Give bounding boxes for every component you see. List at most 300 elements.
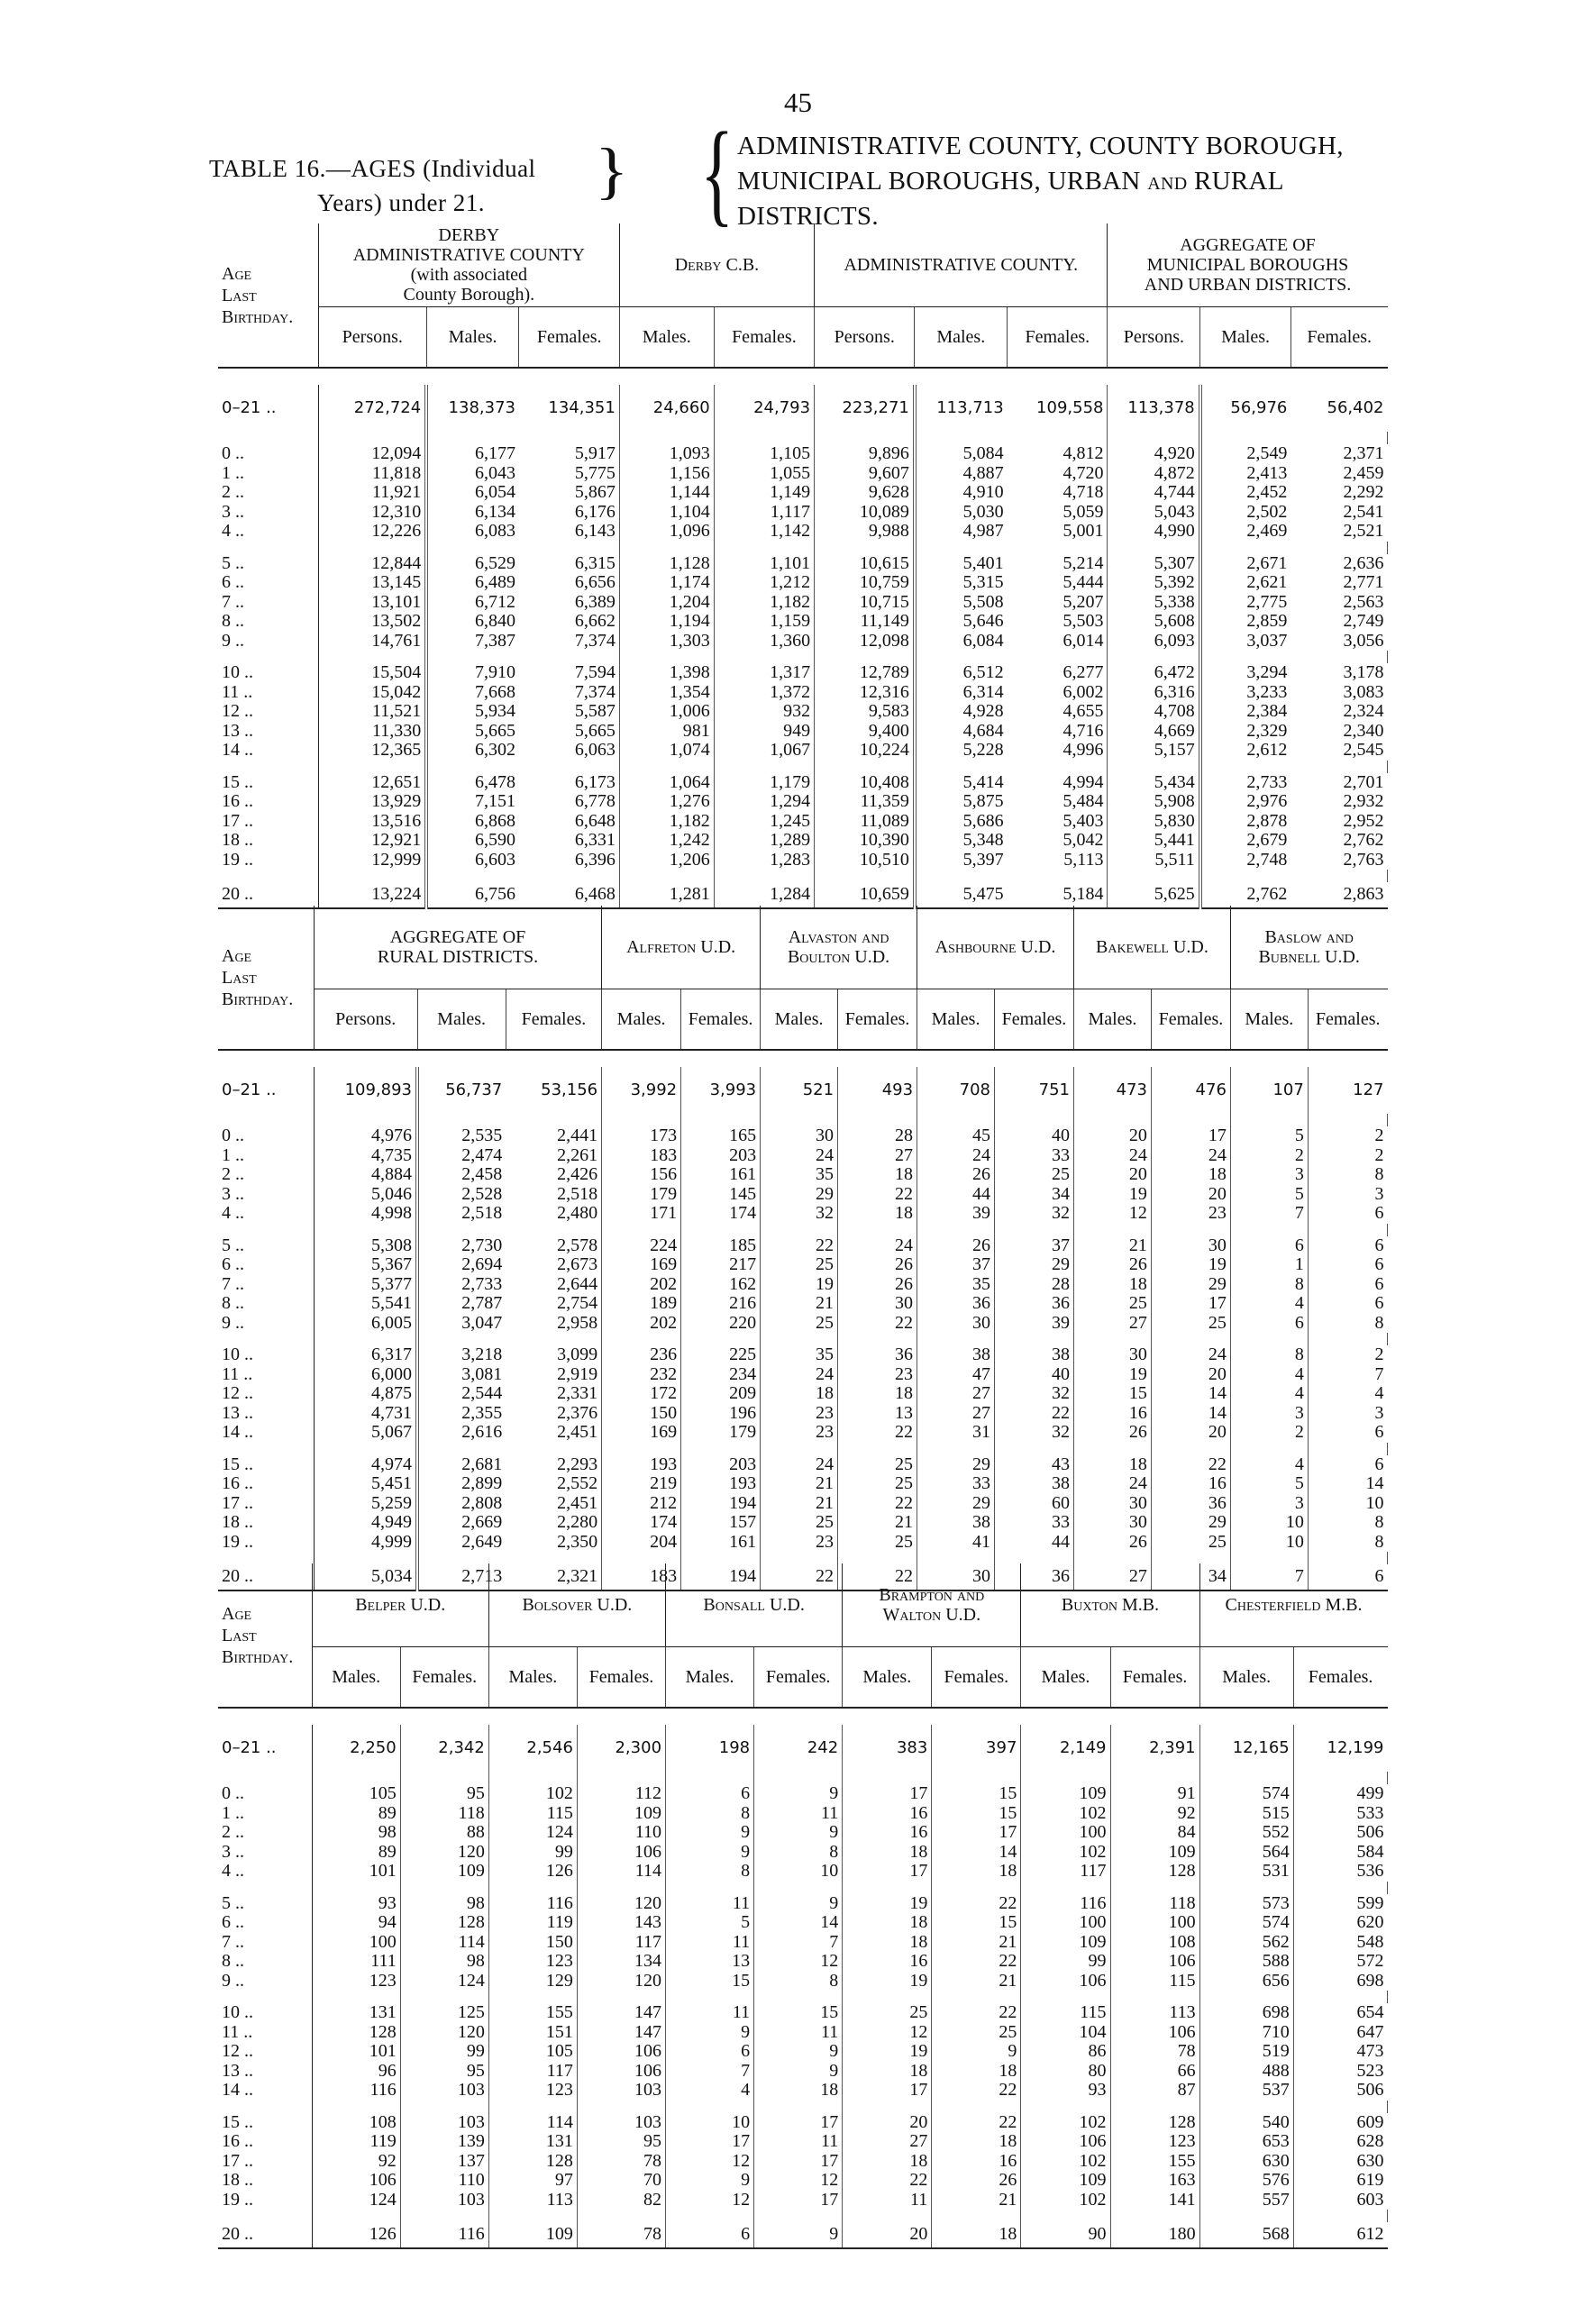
- table-cell: 102: [1021, 2113, 1110, 2133]
- spacer: [815, 651, 915, 663]
- spacer: [218, 1333, 314, 1345]
- table-row: [218, 1255, 1388, 1275]
- title-right-line-2: [737, 164, 1344, 199]
- table-cell: 36: [1151, 1494, 1230, 1514]
- spacer: [400, 2210, 488, 2222]
- spacer: [1073, 1114, 1151, 1126]
- table-cell: 6: [1230, 1314, 1308, 1334]
- table-cell: 86: [1021, 2042, 1110, 2062]
- spacer: [1073, 1333, 1151, 1345]
- table-cell: 603: [1356, 2189, 1384, 2210]
- rule: [218, 368, 318, 385]
- age-label: 19 ..: [218, 1533, 314, 1553]
- table-cell: 9: [932, 2042, 1021, 2062]
- spacer: [1230, 1224, 1308, 1236]
- age-label: 3 ..: [218, 1843, 312, 1863]
- spacer: [932, 2210, 1021, 2222]
- table-cell: 6,778: [519, 792, 619, 812]
- table-cell: 17: [754, 2191, 843, 2210]
- table-cell: 2,701: [1343, 771, 1384, 792]
- table-row: [218, 2152, 1388, 2172]
- table-cell: 6,277: [1008, 663, 1108, 683]
- spacer: [218, 1224, 314, 1236]
- table-row: [218, 1423, 1388, 1443]
- table-cell: 2,331: [506, 1384, 601, 1404]
- table-cell: 45: [917, 1126, 995, 1146]
- age-label: 4 ..: [218, 522, 318, 542]
- table-cell: 576: [1199, 2171, 1293, 2191]
- table-cell: 12,165: [1199, 1725, 1293, 1772]
- column-header-males: Males.: [417, 989, 506, 1051]
- table-cell: 6,176: [519, 503, 619, 523]
- table-cell: 18: [761, 1384, 838, 1404]
- column-header-males: Males.: [1230, 989, 1308, 1051]
- spacer: [417, 1224, 506, 1236]
- table-cell: 6,868: [474, 810, 515, 831]
- table-cell: 6,512: [962, 662, 1004, 682]
- age-label: 13 ..: [218, 1404, 314, 1424]
- table-cell: 13: [666, 1952, 754, 1972]
- spacer: [1021, 1772, 1110, 1784]
- table-cell: 13,929: [318, 792, 426, 812]
- table-cell: 6,002: [1008, 683, 1108, 703]
- group-header: Bonsall U.D.: [666, 1563, 843, 1647]
- table-cell: 2,391: [1110, 1725, 1199, 1772]
- table-cell: 6: [1308, 1564, 1387, 1591]
- table-cell: 131: [312, 2003, 400, 2023]
- table-cell: 18: [932, 2062, 1021, 2082]
- table-cell: 5,308: [314, 1236, 417, 1256]
- table-cell: 204: [602, 1533, 681, 1553]
- table-cell: 1,283: [714, 851, 814, 870]
- table-cell: 128: [1110, 1862, 1199, 1882]
- table-cell: 18: [843, 1843, 932, 1863]
- table-cell: 708: [917, 1067, 995, 1114]
- table-cell: 4,669: [1108, 722, 1200, 742]
- table-cell: 172: [602, 1384, 681, 1404]
- table-cell: 14: [754, 1913, 843, 1933]
- table-cell: 1,179: [714, 773, 814, 793]
- age-label: 4 ..: [218, 1204, 314, 1224]
- table-cell: 6,317: [314, 1345, 417, 1365]
- table-title-left: [209, 151, 536, 220]
- table-cell: 24: [761, 1146, 838, 1166]
- spacer: [843, 1991, 932, 2003]
- spacer: [815, 542, 915, 554]
- title-line-2: Years) under 21.: [317, 189, 485, 216]
- table-cell: 189: [602, 1294, 681, 1314]
- table-cell: 138,373: [448, 398, 515, 418]
- table-cell: 2,459: [1343, 462, 1384, 483]
- table-cell: 6,712: [474, 591, 515, 612]
- spacer: [218, 542, 318, 554]
- group-header: Alvaston and Boulton U.D.: [761, 906, 917, 989]
- table-cell: 120: [577, 1972, 665, 1992]
- table-cell: 100: [1021, 1823, 1110, 1843]
- table-cell: 2: [1230, 1423, 1308, 1443]
- spacer: [1199, 1991, 1293, 2003]
- table-cell: 2,329: [1246, 720, 1288, 741]
- column-header-males: Males.: [915, 307, 1008, 369]
- table-cell: 193: [681, 1474, 761, 1494]
- table-cell: 26: [1073, 1255, 1151, 1275]
- age-label: 7 ..: [218, 1275, 314, 1295]
- spacer: [994, 1552, 1073, 1564]
- table-cell: 9,896: [815, 444, 915, 464]
- table-cell: 10,510: [815, 851, 915, 870]
- column-header-females: Females.: [577, 1647, 665, 1709]
- table-cell: 2,451: [506, 1423, 601, 1443]
- table-cell: 78: [577, 2222, 665, 2248]
- table-cell: 2,502: [1246, 501, 1288, 522]
- age-label: 18 ..: [218, 831, 318, 851]
- spacer: [426, 761, 519, 773]
- table-cell: 100: [312, 1933, 400, 1953]
- table-cell: 106: [312, 2171, 400, 2191]
- table-row: [218, 1843, 1388, 1863]
- table-cell: 5: [1230, 1185, 1308, 1205]
- title-right-line-2a: MUNICIPAL BOROUGHS, URBAN: [737, 167, 1148, 196]
- table-cell: 4,708: [1108, 702, 1200, 722]
- table-cell: 5,484: [1008, 792, 1108, 812]
- table-cell: 25: [1151, 1314, 1230, 1334]
- table-cell: 2,521: [1343, 521, 1384, 541]
- spacer: [602, 1114, 681, 1126]
- spacer: [218, 761, 318, 773]
- table-cell: 18: [754, 2081, 843, 2101]
- spacer: [1230, 1333, 1308, 1345]
- table-cell: 4,716: [1008, 722, 1108, 742]
- spacer: [815, 761, 915, 773]
- page-number: 45: [784, 87, 812, 118]
- table-cell: 536: [1356, 1861, 1384, 1881]
- table-row: [218, 1972, 1388, 1992]
- table-cell: 23: [761, 1404, 838, 1424]
- group-header: Bolsover U.D.: [488, 1563, 665, 1647]
- table-cell: 2,541: [1343, 501, 1384, 522]
- table-cell: 5,228: [962, 740, 1004, 760]
- table-cell: 30: [1073, 1494, 1151, 1514]
- table-cell: 10,759: [815, 573, 915, 593]
- table-row: [218, 683, 1388, 703]
- table-cell: 34: [994, 1185, 1073, 1205]
- spacer: [1290, 651, 1387, 663]
- spacer: [681, 1552, 761, 1564]
- table-row: [218, 1804, 1388, 1824]
- age-label: 20 ..: [218, 1564, 314, 1591]
- table-cell: 2,544: [461, 1383, 503, 1403]
- column-header-males: Males.: [619, 307, 714, 369]
- table-cell: 2,952: [1343, 810, 1384, 831]
- table-cell: 5,444: [1008, 573, 1108, 593]
- table-cell: 102: [1021, 2191, 1110, 2210]
- spacer: [577, 1772, 665, 1784]
- table-cell: 5,259: [314, 1494, 417, 1514]
- group-header: ADMINISTRATIVE COUNTY.: [815, 223, 1108, 307]
- table-cell: 3,992: [602, 1067, 681, 1114]
- spacer: [754, 1882, 843, 1894]
- table-row: [218, 2132, 1388, 2152]
- table-cell: 145: [681, 1185, 761, 1205]
- table-cell: 552: [1199, 1823, 1293, 1843]
- spacer: [1293, 1991, 1387, 2003]
- table-cell: 35: [917, 1275, 995, 1295]
- spacer: [681, 1224, 761, 1236]
- age-label: 13 ..: [218, 722, 318, 742]
- table-cell: 22: [761, 1236, 838, 1256]
- title-right-line-2b: RURAL: [1187, 167, 1284, 196]
- table-cell: 25: [932, 2023, 1021, 2043]
- table-cell: 106: [577, 1843, 665, 1863]
- table-cell: 7: [754, 1933, 843, 1953]
- age-label: 7 ..: [218, 1933, 312, 1953]
- table-cell: 16: [1073, 1404, 1151, 1424]
- table-row: [218, 1126, 1388, 1146]
- table-cell: 141: [1110, 2191, 1199, 2210]
- table-cell: 123: [1110, 2132, 1199, 2152]
- column-header-females: Females.: [506, 989, 601, 1051]
- table-cell: 18: [932, 2132, 1021, 2152]
- column-header-males: Males.: [761, 989, 838, 1051]
- table-cell: 6,315: [519, 554, 619, 574]
- table-cell: 4,872: [1108, 464, 1200, 484]
- table-cell: 30: [917, 1314, 995, 1334]
- table-cell: 11,521: [318, 702, 426, 722]
- table-cell: 96: [312, 2062, 400, 2082]
- table-cell: 99: [400, 2042, 488, 2062]
- age-label: 14 ..: [218, 1423, 314, 1443]
- table-cell: 6,314: [962, 681, 1004, 702]
- table-cell: 20: [843, 2113, 932, 2133]
- spacer: [506, 1224, 601, 1236]
- table-cell: 94: [312, 1913, 400, 1933]
- age-label: 17 ..: [218, 1494, 314, 1514]
- table-cell: 12,199: [1327, 1738, 1384, 1758]
- table-cell: 116: [488, 1894, 577, 1914]
- spacer: [843, 2210, 932, 2222]
- spacer: [838, 1552, 917, 1564]
- table-cell: 656: [1199, 1972, 1293, 1992]
- table-cell: 12,921: [318, 831, 426, 851]
- table-cell: 2,552: [506, 1474, 601, 1494]
- table-cell: 18: [1073, 1455, 1151, 1475]
- table-cell: 4,928: [962, 701, 1004, 721]
- table-cell: 5,348: [962, 830, 1004, 850]
- table-cell: 1,067: [714, 741, 814, 761]
- age-label: 0–21 ..: [218, 1067, 314, 1114]
- spacer: [602, 1224, 681, 1236]
- table-cell: 5,157: [1108, 741, 1200, 761]
- spacer: [488, 1772, 577, 1784]
- table-cell: 5,625: [1108, 882, 1200, 908]
- table-cell: 183: [602, 1564, 681, 1591]
- spacer: [1073, 1224, 1151, 1236]
- table-cell: 4,994: [1008, 773, 1108, 793]
- age-label: 19 ..: [218, 2191, 312, 2210]
- table-cell: 2,371: [1343, 443, 1384, 463]
- spacer: [932, 1882, 1021, 1894]
- table-cell: 35: [761, 1165, 838, 1185]
- table-cell: 27: [838, 1146, 917, 1166]
- table-cell: 4,718: [1008, 483, 1108, 503]
- table-cell: 29: [1151, 1513, 1230, 1533]
- column-header-males: Males.: [1021, 1647, 1110, 1709]
- table-cell: 12: [754, 1952, 843, 1972]
- table-cell: 272,724: [318, 385, 426, 432]
- rule: [1008, 368, 1108, 385]
- table-cell: 7,374: [519, 632, 619, 652]
- table-cell: 128: [488, 2152, 577, 2172]
- table-cell: 17: [754, 2113, 843, 2133]
- table-cell: 13,101: [318, 593, 426, 613]
- table-cell: 19: [843, 1972, 932, 1992]
- spacer: [666, 1991, 754, 2003]
- spacer: [761, 1333, 838, 1345]
- table-cell: 11: [754, 2132, 843, 2152]
- age-label: 11 ..: [218, 1365, 314, 1385]
- table-cell: 6: [666, 1784, 754, 1804]
- rule: [1073, 1050, 1151, 1067]
- table-cell: 4,987: [962, 521, 1004, 541]
- table-cell: 98: [312, 1823, 400, 1843]
- table-cell: 56,976: [1230, 398, 1288, 418]
- table-row: [218, 882, 1388, 908]
- table-cell: 19: [1073, 1365, 1151, 1385]
- table-cell: 6,093: [1108, 632, 1200, 652]
- table-cell: 2,292: [1343, 482, 1384, 502]
- table-cell: 654: [1356, 2002, 1384, 2022]
- table-cell: 6: [1374, 1454, 1384, 1474]
- table-cell: 129: [488, 1972, 577, 1992]
- table-cell: 15,504: [318, 663, 426, 683]
- spacer: [917, 1224, 995, 1236]
- table-cell: 22: [932, 2113, 1021, 2133]
- table-row: [218, 1913, 1388, 1933]
- table-cell: 4,875: [314, 1384, 417, 1404]
- table-cell: 92: [1110, 1804, 1199, 1824]
- table-cell: 16: [932, 2152, 1021, 2172]
- group-header: Bakewell U.D.: [1073, 906, 1230, 989]
- table-cell: 2,673: [506, 1255, 601, 1275]
- table-cell: 5: [1230, 1474, 1308, 1494]
- table-cell: 11,818: [318, 464, 426, 484]
- table-cell: 3,081: [461, 1363, 503, 1384]
- spacer: [1199, 1882, 1293, 1894]
- table-cell: 2,518: [461, 1203, 503, 1223]
- age-label: 11 ..: [218, 2023, 312, 2043]
- table-cell: 2,919: [506, 1365, 601, 1385]
- spacer: [1021, 2101, 1110, 2113]
- table-row: [218, 2003, 1388, 2023]
- age-label: 10 ..: [218, 663, 318, 683]
- spacer: [917, 1333, 995, 1345]
- table-cell: 174: [681, 1204, 761, 1224]
- table-cell: 5,908: [1108, 792, 1200, 812]
- table-cell: 134,351: [519, 385, 619, 432]
- table-row: [218, 722, 1388, 742]
- rule: [400, 1708, 488, 1725]
- table-cell: 5,665: [519, 722, 619, 742]
- age-label: 10 ..: [218, 1345, 314, 1365]
- table-cell: 2,578: [506, 1236, 601, 1256]
- table-cell: 12: [666, 2152, 754, 2172]
- table-cell: 24: [761, 1365, 838, 1385]
- table-cell: 628: [1356, 2131, 1384, 2151]
- table-cell: 120: [577, 1894, 665, 1914]
- table-cell: 124: [400, 1972, 488, 1992]
- table-cell: 124: [312, 2191, 400, 2210]
- table-cell: 2,669: [461, 1512, 503, 1532]
- table-cell: 8: [666, 1862, 754, 1882]
- spacer: [314, 1552, 417, 1564]
- table-cell: 4: [1230, 1384, 1308, 1404]
- table-cell: 39: [917, 1204, 995, 1224]
- age-label: 12 ..: [218, 702, 318, 722]
- table-cell: 112: [577, 1784, 665, 1804]
- table-cell: 6,054: [474, 482, 515, 502]
- table-cell: 91: [1110, 1784, 1199, 1804]
- rule: [506, 1050, 601, 1067]
- table-cell: 4,731: [314, 1404, 417, 1424]
- table-cell: 1,294: [714, 792, 814, 812]
- table-cell: 33: [994, 1146, 1073, 1166]
- table-cell: 7,387: [474, 630, 515, 651]
- column-header-females: Females.: [714, 307, 814, 369]
- table-cell: 95: [577, 2132, 665, 2152]
- table-cell: 7: [666, 2062, 754, 2082]
- spacer: [400, 1882, 488, 1894]
- spacer: [761, 1114, 838, 1126]
- spacer: [1110, 1991, 1199, 2003]
- table-cell: 473: [1356, 2041, 1384, 2061]
- table-cell: 6,143: [519, 522, 619, 542]
- table-cell: 9: [666, 2023, 754, 2043]
- column-header-females: Females.: [838, 989, 917, 1051]
- table-cell: 82: [577, 2191, 665, 2210]
- table-row: [218, 851, 1388, 870]
- rule: [314, 1050, 417, 1067]
- table-cell: 6,389: [519, 593, 619, 613]
- age-label: 20 ..: [218, 882, 318, 908]
- rule: [318, 368, 426, 385]
- table-cell: 2,644: [506, 1275, 601, 1295]
- table-cell: 20: [1151, 1423, 1230, 1443]
- spacer: [915, 761, 1008, 773]
- table-cell: 12: [754, 2171, 843, 2191]
- rule: [1151, 1050, 1230, 1067]
- table-cell: 161: [681, 1533, 761, 1553]
- table-cell: 2,616: [461, 1422, 503, 1442]
- table-cell: 4,684: [962, 720, 1004, 741]
- spacer: [1108, 432, 1200, 444]
- table-cell: 120: [400, 1843, 488, 1863]
- table-cell: 2,713: [417, 1564, 506, 1591]
- table-cell: 17: [843, 1862, 932, 1882]
- table-row: [218, 385, 1388, 432]
- table-cell: 519: [1199, 2042, 1293, 2062]
- table-cell: 8: [666, 1804, 754, 1824]
- spacer: [917, 1114, 995, 1126]
- table-cell: 25: [838, 1533, 917, 1553]
- table-cell: 29: [917, 1455, 995, 1475]
- table-cell: 180: [1110, 2222, 1199, 2248]
- table-row: [218, 1513, 1388, 1533]
- table-cell: 35: [761, 1345, 838, 1365]
- table-cell: 15: [932, 1784, 1021, 1804]
- table-cell: 5,508: [962, 591, 1004, 612]
- table-cell: 5,067: [314, 1423, 417, 1443]
- age-label: 0 ..: [218, 1784, 312, 1804]
